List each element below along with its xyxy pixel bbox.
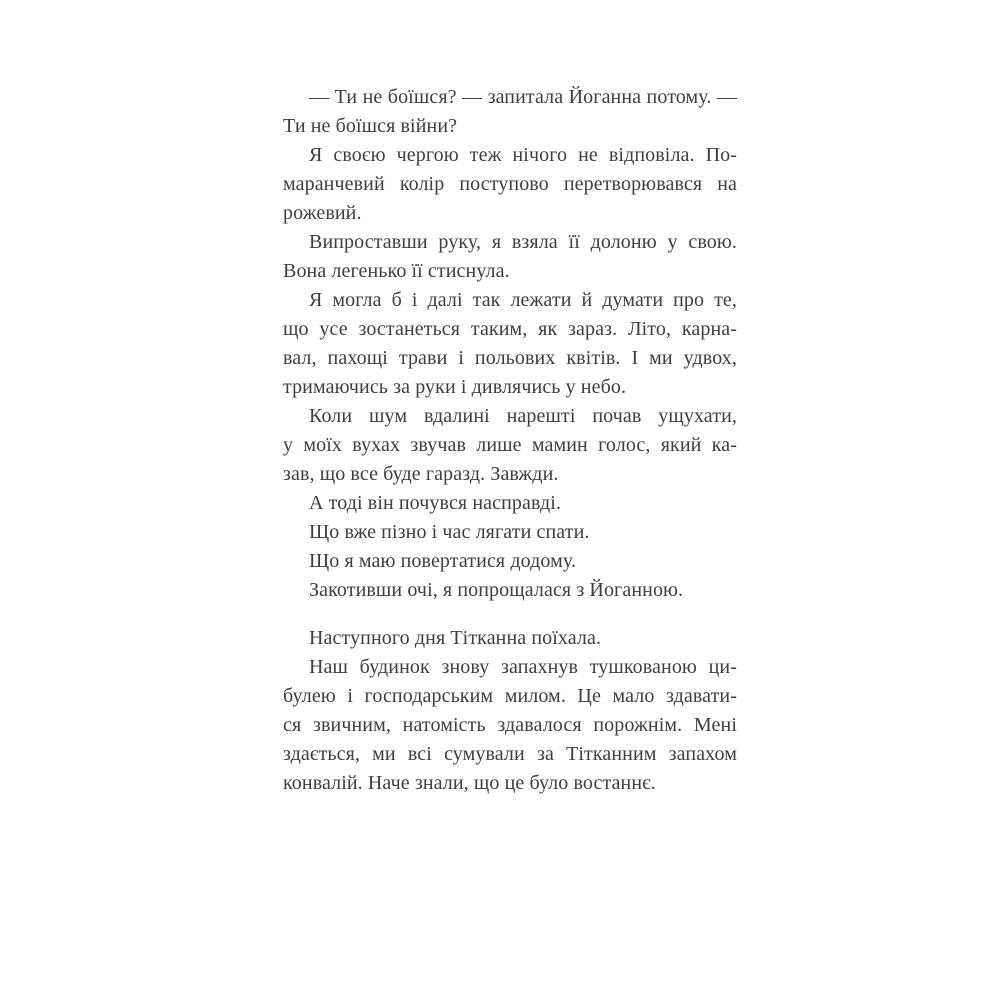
text-line: — Ти не боїшся? — запитала Йоганна потому. — bbox=[309, 86, 737, 108]
text-line: здається, ми всі сумували за Тітканним запахом bbox=[283, 743, 737, 765]
text-line: Ти не боїшся війни? bbox=[283, 115, 458, 137]
text-line: що усе зостанеться таким, як зараз. Літо, карна- bbox=[283, 318, 737, 340]
text-line: у моїх вухах звучав лише мамин голос, який ка- bbox=[283, 434, 737, 456]
text-line: зав, що все буде гаразд. Завжди. bbox=[283, 463, 559, 485]
text-line: Вона легенько її стиснула. bbox=[283, 260, 510, 282]
text-line: Випроставши руку, я взяла її долоню у свою. bbox=[309, 231, 737, 253]
text-line: Коли шум вдалині нарешті почав ущухати, bbox=[309, 405, 737, 427]
text-line: Я своєю чергою теж нічого не відповіла. По- bbox=[309, 144, 737, 166]
text-line: Що вже пізно і час лягати спати. bbox=[309, 521, 590, 543]
text-line: Я могла б і далі так лежати й думати про те, bbox=[309, 289, 737, 311]
text-line: вал, пахощі трави і польових квітів. І ми удвох, bbox=[283, 347, 737, 369]
text-line: булею і господарським милом. Це мало здавати- bbox=[283, 685, 737, 707]
text-line: рожевий. bbox=[283, 202, 362, 224]
text-line: маранчевий колір поступово перетворювався на bbox=[283, 173, 737, 195]
text-line: Наш будинок знову запахнув тушкованою ци- bbox=[309, 656, 737, 678]
text-line: конвалій. Наче знали, що це було востаннє. bbox=[283, 772, 656, 794]
text-line: А тоді він почувся насправді. bbox=[309, 492, 562, 514]
text-line: Наступного дня Тітканна поїхала. bbox=[309, 627, 602, 649]
text-line: Закотивши очі, я попрощалася з Йоганною. bbox=[309, 579, 684, 601]
page-text bbox=[283, 83, 737, 798]
text-line: Що я маю повертатися додому. bbox=[309, 550, 577, 572]
text-line: тримаючись за руки і дивлячись у небо. bbox=[283, 376, 627, 398]
text-line: ся звичним, натомість здавалося порожнім. Мені bbox=[283, 714, 737, 736]
